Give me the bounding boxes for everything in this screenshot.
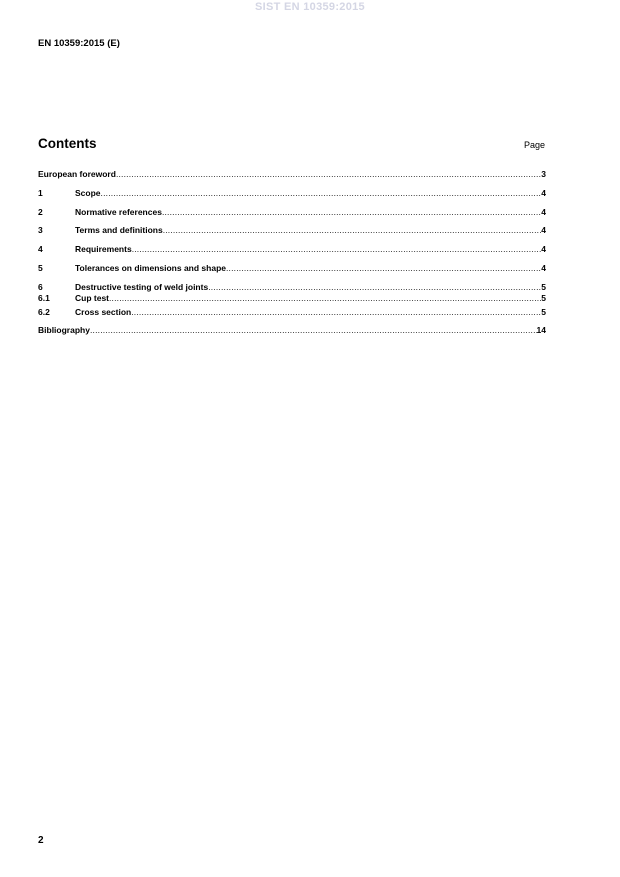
watermark-text: SIST EN 10359:2015 [255,1,365,13]
dot-leader [101,188,542,199]
toc-entry-number: 1 [38,188,43,198]
toc-entry-cup-test[interactable] [38,293,546,304]
toc-entry-requirements[interactable] [38,244,546,255]
toc-entry-page: 4 [541,188,546,198]
toc-entry-title: Destructive testing of weld joints [75,282,209,292]
toc-entry-terms-and-definitions[interactable] [38,225,546,236]
toc-entry-page: 4 [541,263,546,273]
toc-entry-page: 14 [536,325,546,335]
toc-entry-title: Requirements [75,244,132,254]
dot-leader [226,263,541,274]
toc-entry-european-foreword[interactable] [38,169,546,180]
dot-leader [132,244,542,255]
toc-entry-number: 6.2 [38,307,50,317]
toc-entry-cross-section[interactable] [38,307,546,318]
toc-entry-title: Terms and definitions [75,225,163,235]
contents-heading: Contents [38,136,97,151]
toc-entry-number: 5 [38,263,43,273]
toc-entry-number: 6 [38,282,43,292]
toc-entry-title: Normative references [75,207,162,217]
toc-entry-page: 4 [541,225,546,235]
toc-entry-tolerances[interactable] [38,263,546,274]
toc-entry-title: Cross section [75,307,132,317]
page-column-label: Page [523,140,545,150]
dot-leader [131,307,541,318]
toc-entry-title: Scope [75,188,101,198]
toc-entry-page: 4 [541,207,546,217]
dot-leader [208,282,541,293]
toc-entry-scope[interactable] [38,188,546,199]
toc-entry-number: 4 [38,244,43,254]
toc-entry-destructive-testing[interactable] [38,282,546,293]
toc-entry-number: 6.1 [38,293,50,303]
toc-entry-number: 3 [38,225,43,235]
document-id-header: EN 10359:2015 (E) [38,38,120,49]
toc-entry-number: 2 [38,207,43,217]
toc-entry-title: European foreword [38,169,116,179]
dot-leader [116,169,541,180]
dot-leader [90,325,537,336]
dot-leader [162,207,541,218]
toc-entry-page: 3 [541,169,546,179]
toc-entry-normative-references[interactable] [38,207,546,218]
dot-leader [163,225,542,236]
toc-entry-title: Cup test [75,293,109,303]
dot-leader [109,293,541,304]
toc-entry-bibliography[interactable] [38,325,546,336]
page-number: 2 [38,835,44,846]
toc-entry-title: Tolerances on dimensions and shape [75,263,226,273]
toc-entry-title: Bibliography [38,325,90,335]
toc-entry-page: 5 [541,282,546,292]
toc-entry-page: 5 [541,307,546,317]
toc-entry-page: 5 [541,293,546,303]
toc-entry-page: 4 [541,244,546,254]
